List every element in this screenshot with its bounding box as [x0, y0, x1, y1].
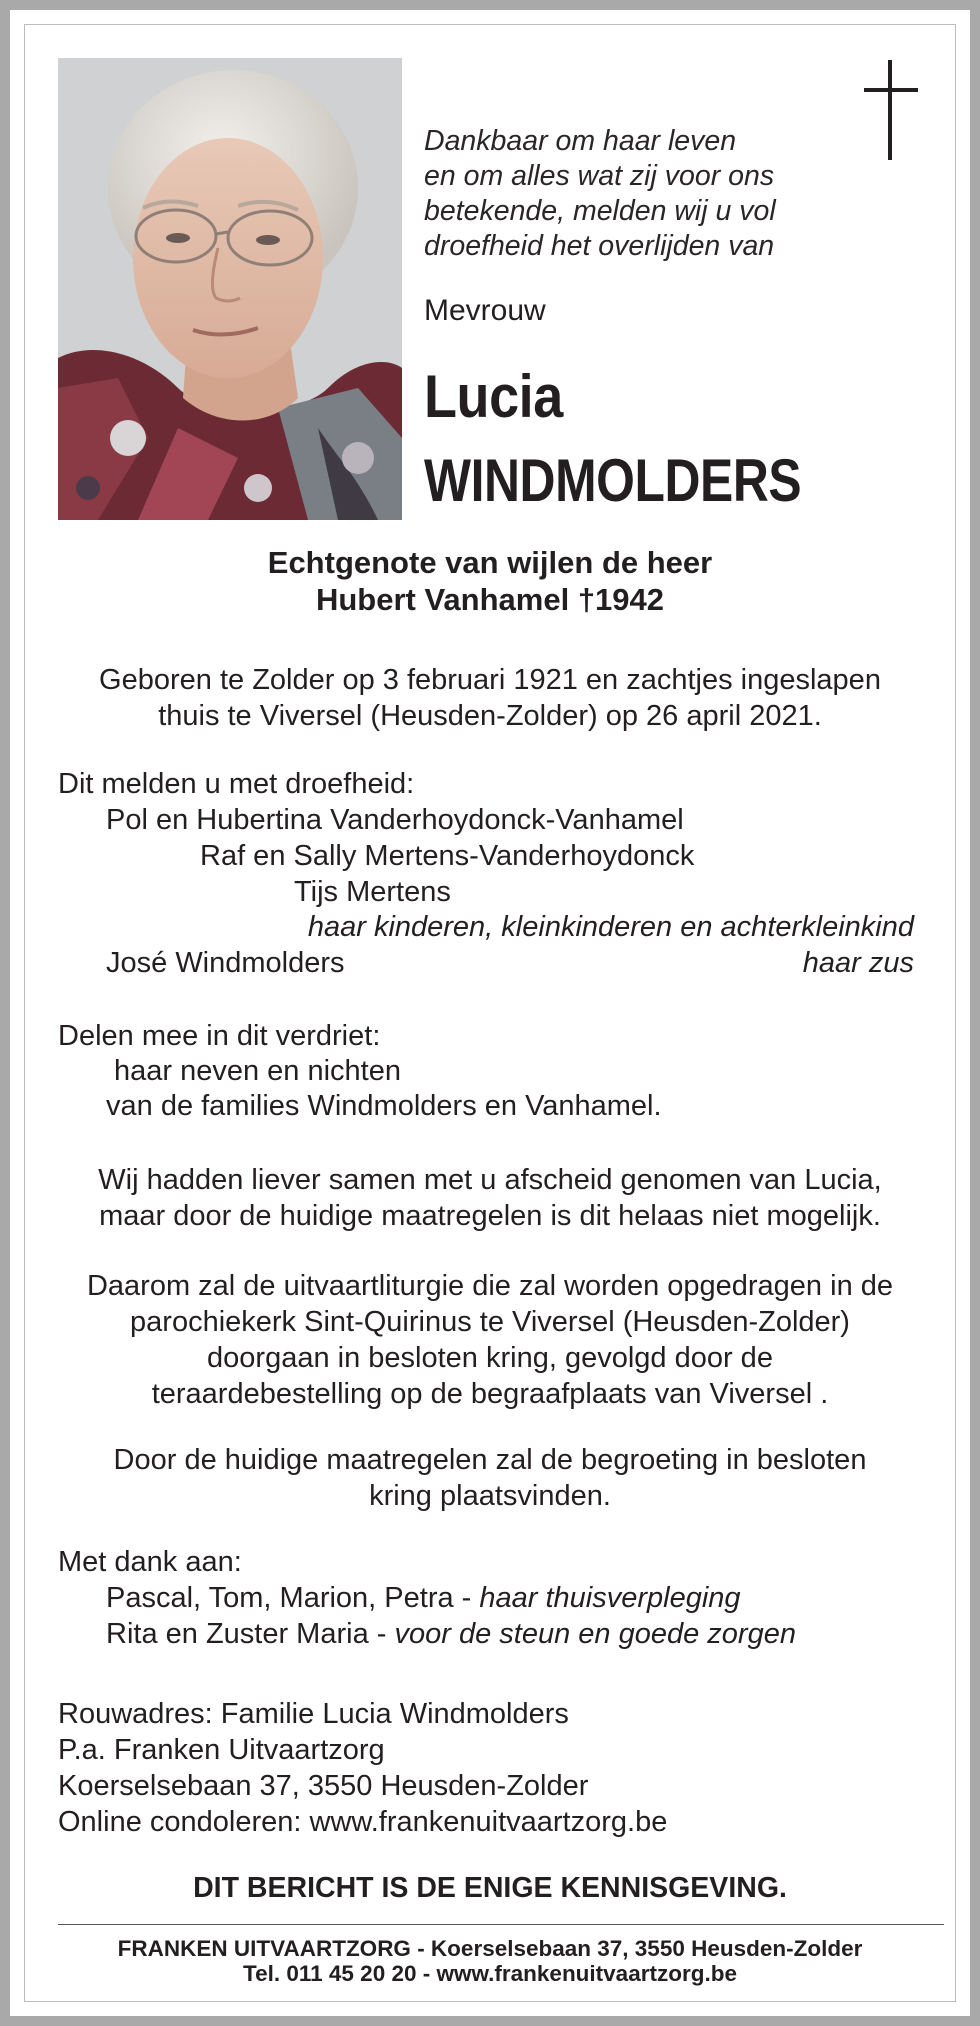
share-line: van de families Windmolders en Vanhamel. [106, 1090, 662, 1122]
family-relation: haar zus [802, 947, 914, 979]
birth-line: thuis te Viversel (Heusden-Zolder) op 26 april 2021. [158, 700, 822, 732]
thanks-line [106, 1582, 741, 1615]
intro-line: en om alles wat zij voor ons [424, 160, 775, 192]
intro-text [424, 124, 844, 264]
intro-line: betekende, melden wij u vol [424, 195, 776, 227]
family-heading: Dit melden u met droefheid: [58, 768, 415, 800]
portrait-photo [58, 58, 402, 520]
thanks-note: voor de steun en goede zorgen [394, 1618, 796, 1650]
birth-block [40, 662, 940, 734]
farewell-block [40, 1162, 940, 1234]
thanks-names: Pascal, Tom, Marion, Petra - [106, 1582, 480, 1614]
footer-divider [58, 1924, 944, 1925]
spouse-line: Hubert Vanhamel †1942 [315, 582, 665, 617]
title-prefix: Mevrouw [424, 294, 546, 327]
farewell-line: maar door de huidige maatregelen is dit helaas niet mogelijk. [99, 1200, 881, 1232]
spouse-line: Echtgenote van wijlen de heer [267, 545, 713, 580]
farewell-line: Wij hadden liever samen met u afscheid genomen van Lucia, [98, 1164, 882, 1196]
liturgy-line: Daarom zal de uitvaartliturgie die zal worden opgedragen in de [86, 1270, 894, 1302]
family-children: Pol en Hubertina Vanderhoydonck-Vanhamel [106, 804, 684, 836]
share-heading: Delen mee in dit verdriet: [58, 1020, 381, 1052]
share-line: haar neven en nichten [114, 1055, 401, 1087]
liturgy-block [40, 1268, 940, 1412]
address-line: P.a. Franken Uitvaartzorg [58, 1734, 385, 1766]
cross-icon [864, 60, 918, 160]
footer-line: FRANKEN UITVAARTZORG - Koerselsebaan 37, 3550 Heusden-Zolder [117, 1936, 863, 1961]
liturgy-line: doorgaan in besloten kring, gevolgd door de [207, 1342, 773, 1374]
greeting-block [40, 1442, 940, 1514]
deceased-last-name: WINDMOLDERS [424, 447, 802, 514]
footer-line: Tel. 011 45 20 20 - www.frankenuitvaartzorg.be [243, 1961, 737, 1986]
address-block [58, 1696, 667, 1840]
funeral-home-footer [40, 1936, 940, 1986]
family-grandchildren: Raf en Sally Mertens-Vanderhoydonck [200, 840, 695, 872]
intro-line: droefheid het overlijden van [424, 230, 775, 262]
deceased-first-name: Lucia [424, 363, 563, 430]
birth-line: Geboren te Zolder op 3 februari 1921 en zachtjes ingeslapen [99, 664, 881, 696]
thanks-heading: Met dank aan: [58, 1546, 242, 1578]
family-sister: José Windmolders [106, 947, 345, 979]
address-line: Online condoleren: www.frankenuitvaartzorg.be [58, 1806, 668, 1838]
address-line: Rouwadres: Familie Lucia Windmolders [58, 1698, 569, 1730]
intro-line: Dankbaar om haar leven [424, 125, 737, 157]
liturgy-line: parochiekerk Sint-Quirinus te Viversel (Heusden-Zolder) [130, 1306, 850, 1338]
spouse-block [40, 544, 940, 618]
thanks-note: haar thuisverpleging [479, 1582, 741, 1614]
liturgy-line: teraardebestelling op de begraafplaats van Viversel . [151, 1378, 829, 1410]
sole-notice: DIT BERICHT IS DE ENIGE KENNISGEVING. [193, 1872, 787, 1904]
thanks-line [106, 1618, 796, 1651]
greeting-line: Door de huidige maatregelen zal de begroeting in besloten [113, 1444, 867, 1476]
address-line: Koerselsebaan 37, 3550 Heusden-Zolder [58, 1770, 589, 1802]
family-great-grandchild: Tijs Mertens [294, 876, 451, 908]
greeting-line: kring plaatsvinden. [369, 1480, 611, 1512]
thanks-names: Rita en Zuster Maria - [106, 1618, 395, 1650]
family-relation: haar kinderen, kleinkinderen en achterkleinkind [307, 911, 914, 943]
